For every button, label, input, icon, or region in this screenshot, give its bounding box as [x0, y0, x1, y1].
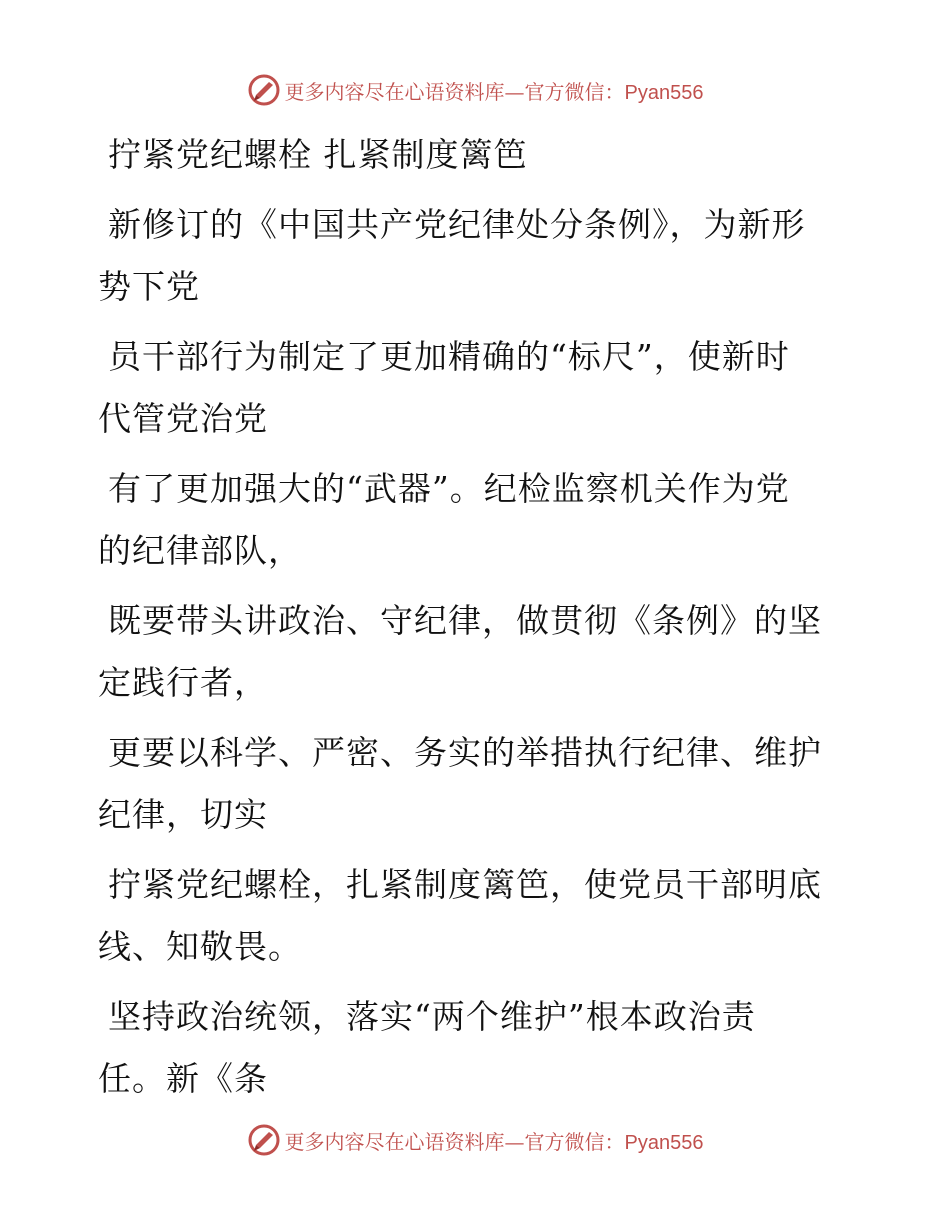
pen-logo-icon	[247, 1123, 281, 1157]
watermark-site: 更多内容尽在心语资料库	[284, 79, 505, 104]
paragraph-line: 既要带头讲政治、守纪律，做贯彻《条例》的坚	[108, 601, 822, 640]
paragraph-line: 的纪律部队，	[98, 531, 302, 570]
paragraph-line: 纪律，切实	[98, 795, 268, 834]
document-body	[98, 124, 838, 1110]
watermark-site: 更多内容尽在心语资料库	[284, 1129, 505, 1154]
paragraph-1	[98, 194, 838, 318]
footer-watermark	[0, 1120, 950, 1160]
pen-logo-icon	[247, 73, 281, 107]
paragraph-line: 坚持政治统领，落实“两个维护”根本政治责	[108, 997, 756, 1036]
paragraph-line: 员干部行为制定了更加精确的“标尺”，使新时	[108, 337, 790, 376]
paragraph-line: 势下党	[98, 267, 200, 306]
paragraph-line: 代管党治党	[98, 399, 268, 438]
paragraph-line: 更要以科学、严密、务实的举措执行纪律、维护	[108, 733, 822, 772]
paragraph-3	[98, 458, 838, 582]
paragraph-line: 线、知敬畏。	[98, 927, 302, 966]
header-watermark	[0, 70, 950, 110]
paragraph-2	[98, 326, 838, 450]
paragraph-5	[98, 722, 838, 846]
watermark-account: Pyan556	[624, 1131, 704, 1154]
watermark-text	[285, 1126, 704, 1155]
watermark-wechat-label: 官方微信：	[524, 79, 625, 104]
paragraph-line: 新修订的《中国共产党纪律处分条例》，为新形	[108, 205, 806, 244]
paragraph-line: 拧紧党纪螺栓，扎紧制度篱笆，使党员干部明底	[108, 865, 822, 904]
watermark-account: Pyan556	[624, 81, 704, 104]
document-title: 拧紧党纪螺栓 扎紧制度篱笆	[108, 135, 528, 174]
watermark-separator: —	[504, 79, 525, 104]
paragraph-line: 有了更加强大的“武器”。纪检监察机关作为党	[108, 469, 790, 508]
paragraph-line: 任。新《条	[98, 1059, 268, 1098]
watermark-separator: —	[504, 1129, 525, 1154]
paragraph-6	[98, 854, 838, 978]
paragraph-7	[98, 986, 838, 1110]
watermark-text	[285, 76, 704, 105]
paragraph-4	[98, 590, 838, 714]
paragraph-line: 定践行者，	[98, 663, 268, 702]
watermark-wechat-label: 官方微信：	[524, 1129, 625, 1154]
